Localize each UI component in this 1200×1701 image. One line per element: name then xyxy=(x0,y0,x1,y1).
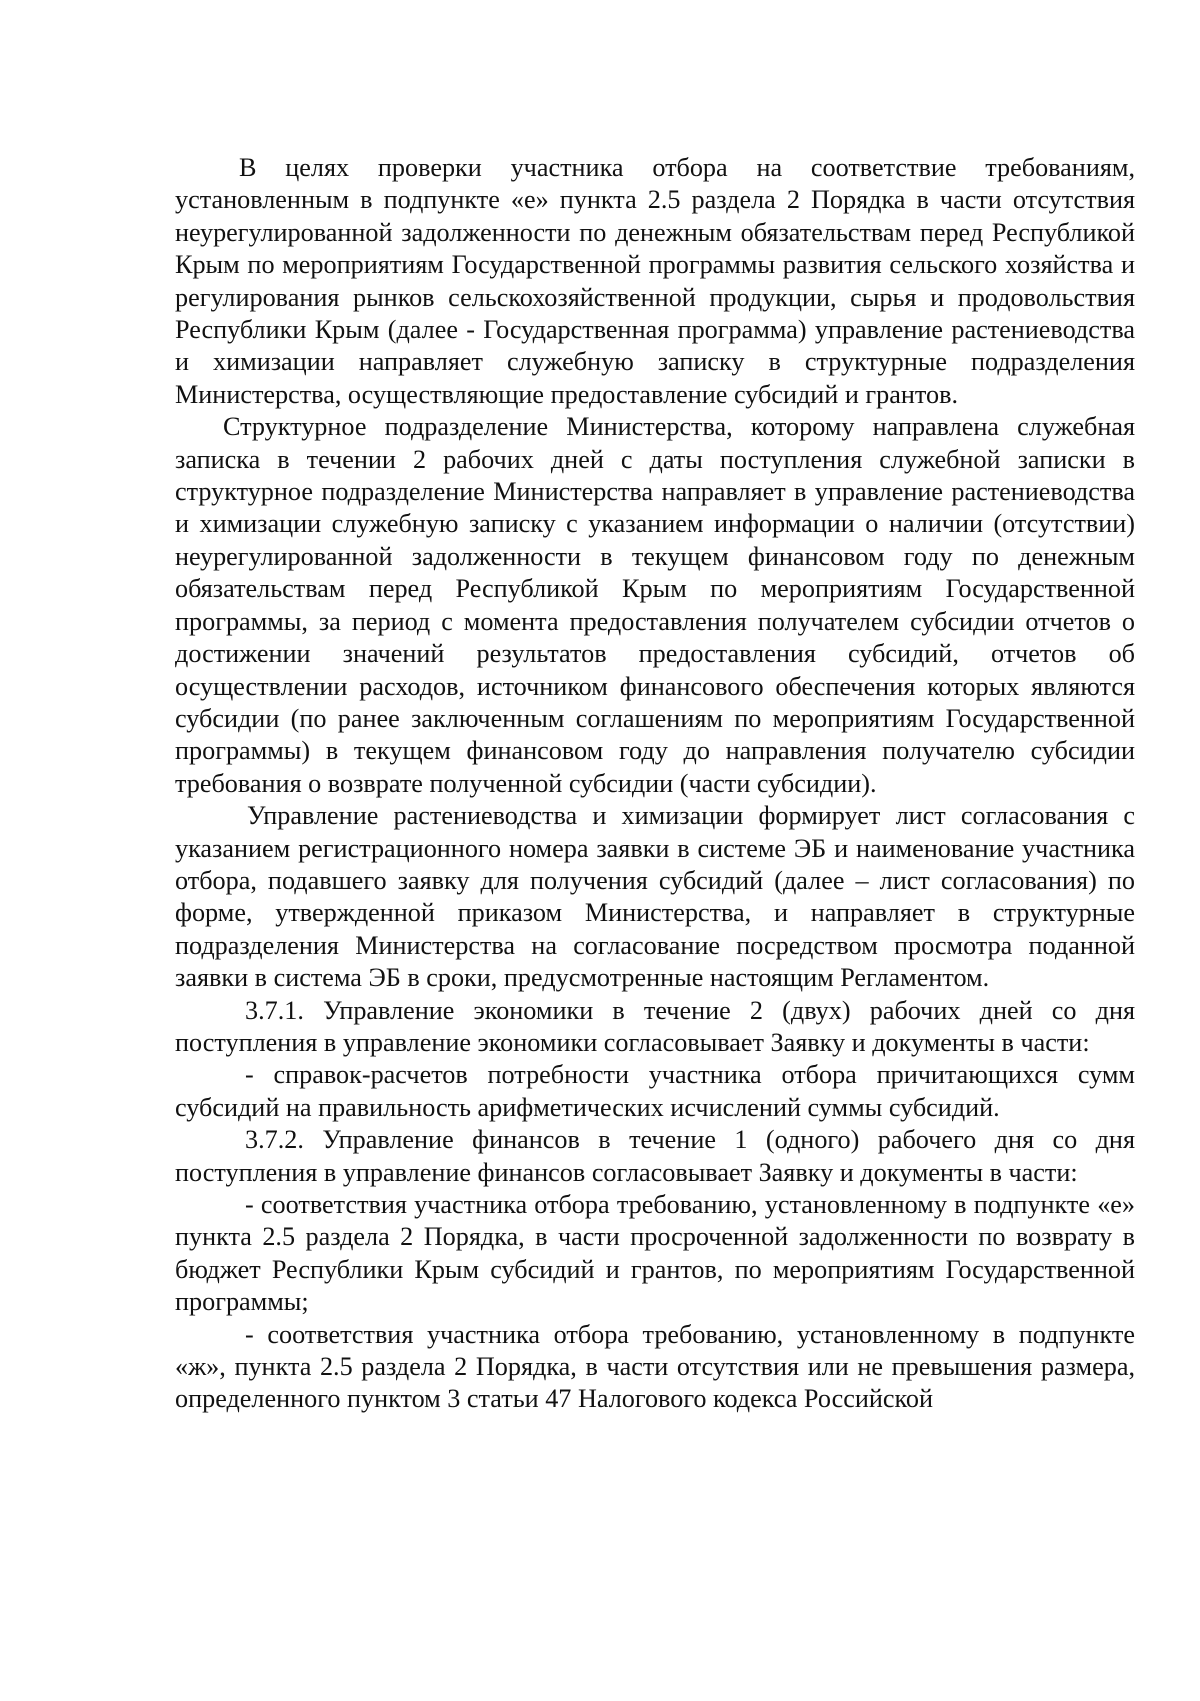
paragraph-finance-requirement-zh: - соответствия участника отбора требованию, установленному в подпункте «ж», пункта 2.5 раздела 2 Порядка, в части отсутствия или не превышения размера, определенного пунктом 3 статьи 47 Налогового кодекса Российской xyxy=(175,1319,1135,1414)
paragraph-3-7-1-economics: 3.7.1. Управление экономики в течение 2 (двух) рабочих дней со дня поступления в управление экономики согласовывает Заявку и документы в части: xyxy=(175,995,1135,1057)
document-body xyxy=(175,152,1135,1416)
paragraph-verification-purpose: В целях проверки участника отбора на соответствие требованиям, установленным в подпункте «е» пункта 2.5 раздела 2 Порядка в части отсутствия неурегулированной задолженности по денежным обязательствам перед Республикой Крым по мероприятиям Государственной программы развития сельского хозяйства и регулирования рынков сельскохозяйственной продукции, сырья и продовольствия Республики Крым (далее - Государственная программа) управление растениеводства и химизации направляет служебную записку в структурные подразделения Министерства, осуществляющие предоставление субсидий и грантов. xyxy=(175,153,1135,409)
paragraph-calculation-check: - справок-расчетов потребности участника отбора причитающихся сумм субсидий на правильность арифметических исчислений суммы субсидий. xyxy=(175,1060,1135,1122)
paragraph-approval-sheet: Управление растениеводства и химизации формирует лист согласования с указанием регистрационного номера заявки в системе ЭБ и наименование участника отбора, подавшего заявку для получения субсидий (далее – лист согласования) по форме, утвержденной приказом Министерства, и направляет в структурные подразделения Министерства на согласование посредством просмотра поданной заявки в система ЭБ в сроки, предусмотренные настоящим Регламентом. xyxy=(175,801,1135,993)
paragraph-3-7-2-finance: 3.7.2. Управление финансов в течение 1 (одного) рабочего дня со дня поступления в управление финансов согласовывает Заявку и документы в части: xyxy=(175,1125,1135,1187)
paragraph-finance-requirement-e: - соответствия участника отбора требованию, установленному в подпункте «е» пункта 2.5 раздела 2 Порядка, в части просроченной задолженности по возврату в бюджет Республики Крым субсидий и грантов, по мероприятиям Государственной программы; xyxy=(175,1190,1135,1317)
paragraph-structural-unit: Структурное подразделение Министерства, которому направлена служебная записка в течении 2 рабочих дней с даты поступления служебной записки в структурное подразделение Министерства направляет в управление растениеводства и химизации служебную записку с указанием информации о наличии (отсутствии) неурегулированной задолженности в текущем финансовом году по денежным обязательствам перед Республикой Крым по мероприятиям Государственной программы, за период с момента предоставления получателем субсидии отчетов о достижении значений результатов предоставления субсидий, отчетов об осуществлении расходов, источником финансового обеспечения которых являются субсидии (по ранее заключенным соглашениям по мероприятиям Государственной программы) в текущем финансовом году до направления получателю субсидии требования о возврате полученной субсидии (части субсидии). xyxy=(175,412,1135,798)
